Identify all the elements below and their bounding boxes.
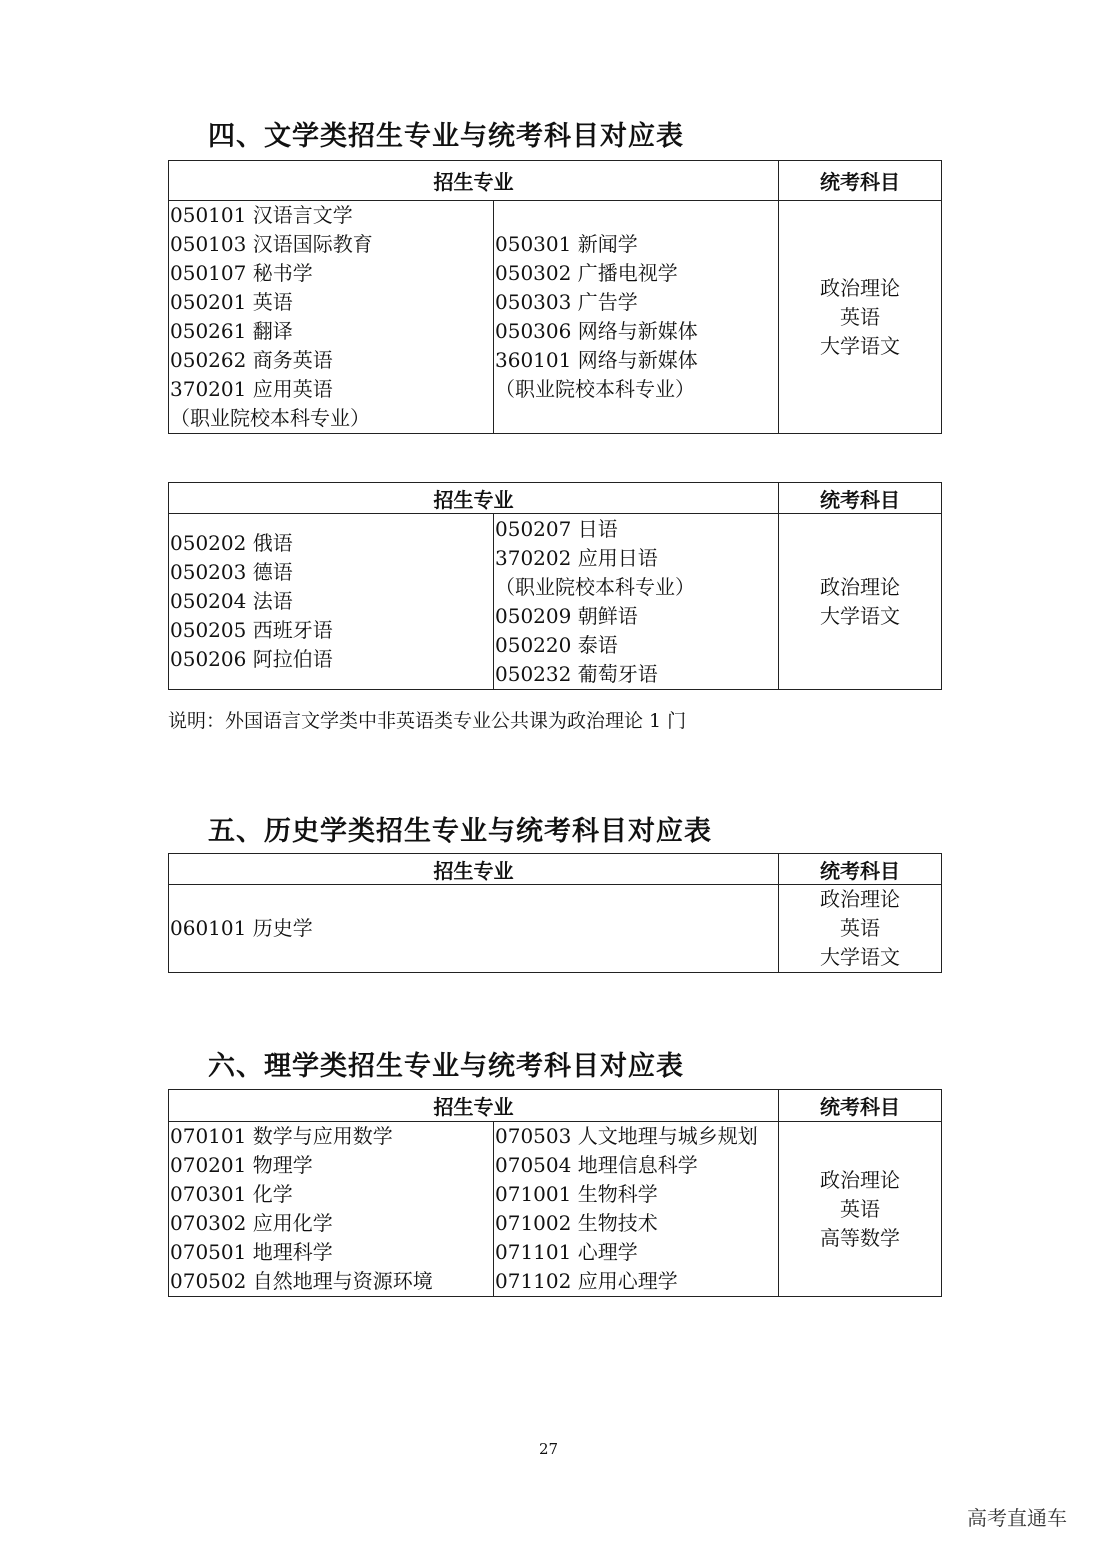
major-item: 071102 应用心理学 <box>495 1269 678 1293</box>
major-item: 050207 日语 <box>495 516 618 541</box>
major-item: 050201 英语 <box>170 290 293 314</box>
major-item: （职业院校本科专业） <box>170 406 370 430</box>
section-title: 六、理学类招生专业与统考科目对应表 <box>208 1051 684 1082</box>
major-item: 070301 化学 <box>170 1182 293 1206</box>
major-item: 050203 德语 <box>170 560 293 584</box>
major-item: 070504 地理信息科学 <box>495 1153 698 1177</box>
column-header-majors: 招生专业 <box>169 1090 779 1122</box>
major-item: 370202 应用日语 <box>495 545 658 570</box>
major-item: 050262 商务英语 <box>170 348 333 372</box>
major-item: 050220 泰语 <box>495 632 618 657</box>
majors-table <box>168 482 942 690</box>
major-item: 070501 地理科学 <box>170 1240 333 1264</box>
column-header-majors: 招生专业 <box>169 161 779 201</box>
subject-item: 大学语文 <box>820 603 900 628</box>
column-header-subjects: 统考科目 <box>779 854 942 885</box>
majors-table <box>168 853 942 973</box>
footnote: 说明：外国语言文学类中非英语类专业公共课为政治理论 1 门 <box>168 710 687 732</box>
column-header-majors: 招生专业 <box>169 854 779 885</box>
subject-item: 英语 <box>840 1196 880 1221</box>
section-title: 四、文学类招生专业与统考科目对应表 <box>208 121 684 152</box>
major-item: 050306 网络与新媒体 <box>495 319 698 343</box>
subject-item: 英语 <box>840 304 880 329</box>
major-item: 071101 心理学 <box>495 1240 638 1264</box>
subject-item: 政治理论 <box>820 1167 900 1192</box>
major-item: （职业院校本科专业） <box>495 574 695 599</box>
major-item: 370201 应用英语 <box>170 377 333 401</box>
column-header-majors: 招生专业 <box>169 483 779 514</box>
subject-item: 大学语文 <box>820 945 900 969</box>
subject-item: 高等数学 <box>820 1225 900 1250</box>
major-item: 050232 葡萄牙语 <box>495 661 658 686</box>
major-item: 050205 西班牙语 <box>170 618 333 642</box>
column-header-subjects: 统考科目 <box>779 483 942 514</box>
major-item: 060101 历史学 <box>170 916 313 940</box>
majors-table <box>168 160 942 434</box>
major-item: 050107 秘书学 <box>170 261 313 285</box>
major-item: 050202 俄语 <box>170 531 293 555</box>
majors-left-cell <box>169 514 494 690</box>
major-item: 071001 生物科学 <box>495 1182 658 1206</box>
major-item: 050206 阿拉伯语 <box>170 647 333 671</box>
majors-left-cell <box>169 885 779 973</box>
majors-table <box>168 1089 942 1297</box>
majors-right-cell <box>494 201 779 434</box>
subjects-cell <box>779 201 942 434</box>
majors-right-cell <box>494 514 779 690</box>
major-item: 050303 广告学 <box>495 290 638 314</box>
major-item: 050302 广播电视学 <box>495 261 678 285</box>
subject-item: 政治理论 <box>820 887 900 911</box>
subjects-cell <box>779 1122 942 1297</box>
major-item: 050261 翻译 <box>170 319 293 343</box>
page-number: 27 <box>538 1440 559 1458</box>
subject-item: 政治理论 <box>820 275 900 300</box>
major-item: 070201 物理学 <box>170 1153 313 1177</box>
major-item: 360101 网络与新媒体 <box>495 348 698 372</box>
subject-item: 政治理论 <box>820 574 900 599</box>
subjects-cell <box>779 885 942 973</box>
subject-item: 英语 <box>840 916 880 940</box>
major-item: 070503 人文地理与城乡规划 <box>495 1124 758 1148</box>
column-header-subjects: 统考科目 <box>779 161 942 201</box>
majors-left-cell <box>169 1122 494 1297</box>
major-item: 050301 新闻学 <box>495 232 638 256</box>
majors-left-cell <box>169 201 494 434</box>
watermark: 高考直通车 <box>967 1506 1067 1530</box>
major-item: 070101 数学与应用数学 <box>170 1124 393 1148</box>
major-item: 050204 法语 <box>170 589 293 613</box>
major-item: （职业院校本科专业） <box>495 377 695 401</box>
majors-right-cell <box>494 1122 779 1297</box>
major-item: 050103 汉语国际教育 <box>170 232 373 256</box>
major-item: 070502 自然地理与资源环境 <box>170 1269 433 1293</box>
column-header-subjects: 统考科目 <box>779 1090 942 1122</box>
major-item: 050101 汉语言文学 <box>170 203 353 227</box>
subjects-cell <box>779 514 942 690</box>
section-title: 五、历史学类招生专业与统考科目对应表 <box>208 816 712 847</box>
major-item: 070302 应用化学 <box>170 1211 333 1235</box>
subject-item: 大学语文 <box>820 333 900 358</box>
major-item: 050209 朝鲜语 <box>495 603 638 628</box>
major-item: 071002 生物技术 <box>495 1211 658 1235</box>
